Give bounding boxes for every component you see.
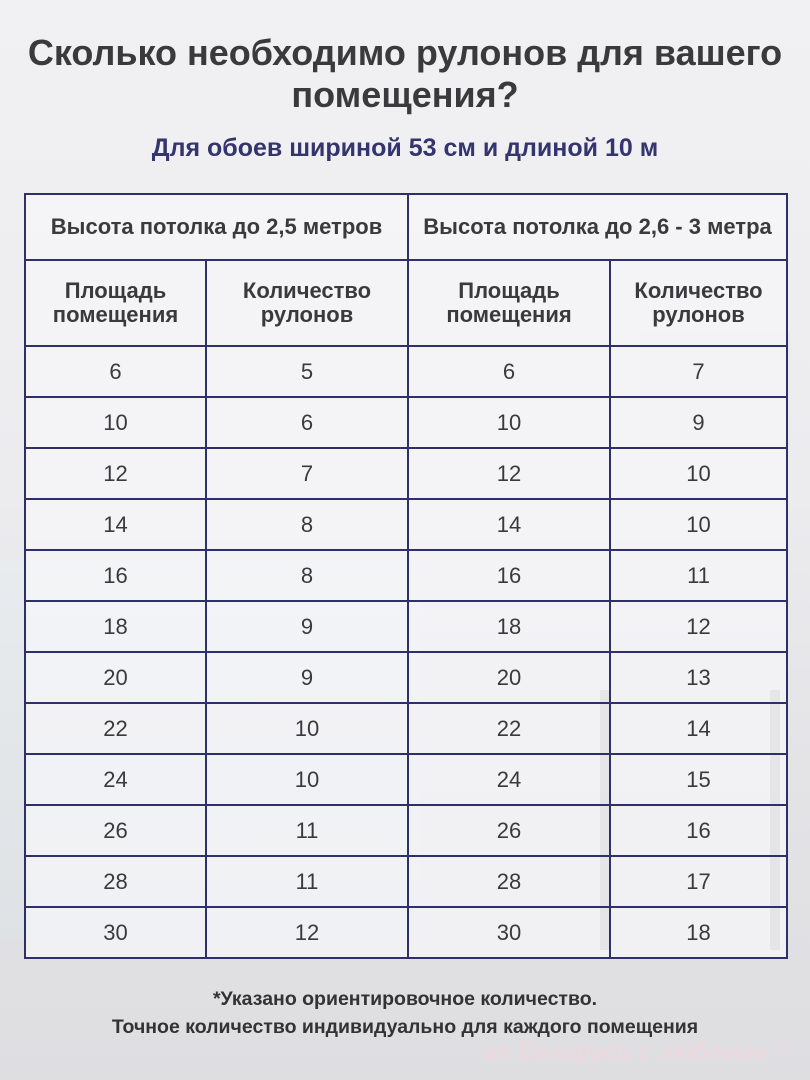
- table-row: [25, 856, 787, 907]
- rolls-cell: 15: [610, 754, 787, 805]
- rolls-cell: 9: [206, 652, 408, 703]
- rolls-cell: 9: [610, 397, 787, 448]
- footnote-line-1: *Указано ориентировочное количество.: [212, 988, 598, 1010]
- rolls-cell: 13: [610, 652, 787, 703]
- area-cell: 14: [408, 499, 610, 550]
- rolls-cell: 8: [206, 550, 408, 601]
- group-header-row: [25, 194, 787, 260]
- rolls-cell: 14: [610, 703, 787, 754]
- area-cell: 12: [25, 448, 206, 499]
- area-cell: 28: [408, 856, 610, 907]
- table-row: [25, 907, 787, 958]
- table-row: [25, 397, 787, 448]
- area-cell: 14: [25, 499, 206, 550]
- area-cell: 10: [25, 397, 206, 448]
- column-header-rolls: Количество рулонов: [206, 260, 408, 346]
- area-cell: 6: [25, 346, 206, 397]
- rolls-cell: 17: [610, 856, 787, 907]
- rolls-cell: 8: [206, 499, 408, 550]
- rolls-cell: 5: [206, 346, 408, 397]
- area-cell: 26: [408, 805, 610, 856]
- rolls-cell: 10: [206, 754, 408, 805]
- rolls-cell: 10: [206, 703, 408, 754]
- rolls-cell: 11: [206, 805, 408, 856]
- column-header-area: Площадь помещения: [25, 260, 206, 346]
- watermark: из Беларуси с любовью ♡: [482, 1040, 794, 1065]
- area-cell: 28: [25, 856, 206, 907]
- area-cell: 24: [25, 754, 206, 805]
- group-header-ceiling-2-6-3: Высота потолка до 2,6 - 3 метра: [408, 194, 787, 260]
- area-cell: 30: [408, 907, 610, 958]
- rolls-cell: 16: [610, 805, 787, 856]
- area-cell: 18: [25, 601, 206, 652]
- group-header-ceiling-2-5: Высота потолка до 2,5 метров: [25, 194, 408, 260]
- area-cell: 20: [25, 652, 206, 703]
- rolls-cell: 6: [206, 397, 408, 448]
- area-cell: 12: [408, 448, 610, 499]
- footnote: [0, 985, 810, 1041]
- rolls-cell: 18: [610, 907, 787, 958]
- column-header-row: [25, 260, 787, 346]
- rolls-table: [24, 193, 788, 959]
- table-row: [25, 652, 787, 703]
- area-cell: 18: [408, 601, 610, 652]
- rolls-cell: 7: [206, 448, 408, 499]
- table-row: [25, 346, 787, 397]
- area-cell: 24: [408, 754, 610, 805]
- table-row: [25, 448, 787, 499]
- table-row: [25, 754, 787, 805]
- footnote-line-2: Точное количество индивидуально для каждого помещения: [111, 1016, 699, 1038]
- area-cell: 10: [408, 397, 610, 448]
- area-cell: 22: [408, 703, 610, 754]
- rolls-cell: 12: [610, 601, 787, 652]
- column-header-area: Площадь помещения: [408, 260, 610, 346]
- column-header-rolls: Количество рулонов: [610, 260, 787, 346]
- area-cell: 6: [408, 346, 610, 397]
- rolls-cell: 11: [610, 550, 787, 601]
- page-subtitle: Для обоев шириной 53 см и длиной 10 м: [151, 134, 659, 162]
- area-cell: 26: [25, 805, 206, 856]
- rolls-cell: 7: [610, 346, 787, 397]
- table-row: [25, 499, 787, 550]
- table-row: [25, 601, 787, 652]
- rolls-cell: 12: [206, 907, 408, 958]
- area-cell: 22: [25, 703, 206, 754]
- rolls-cell: 10: [610, 499, 787, 550]
- table-row: [25, 805, 787, 856]
- area-cell: 30: [25, 907, 206, 958]
- page-title: Сколько необходимо рулонов для вашего помещения?: [27, 32, 783, 115]
- area-cell: 16: [25, 550, 206, 601]
- table-row: [25, 550, 787, 601]
- area-cell: 20: [408, 652, 610, 703]
- table-body: [25, 346, 787, 958]
- area-cell: 16: [408, 550, 610, 601]
- rolls-cell: 10: [610, 448, 787, 499]
- table-row: [25, 703, 787, 754]
- rolls-cell: 9: [206, 601, 408, 652]
- rolls-cell: 11: [206, 856, 408, 907]
